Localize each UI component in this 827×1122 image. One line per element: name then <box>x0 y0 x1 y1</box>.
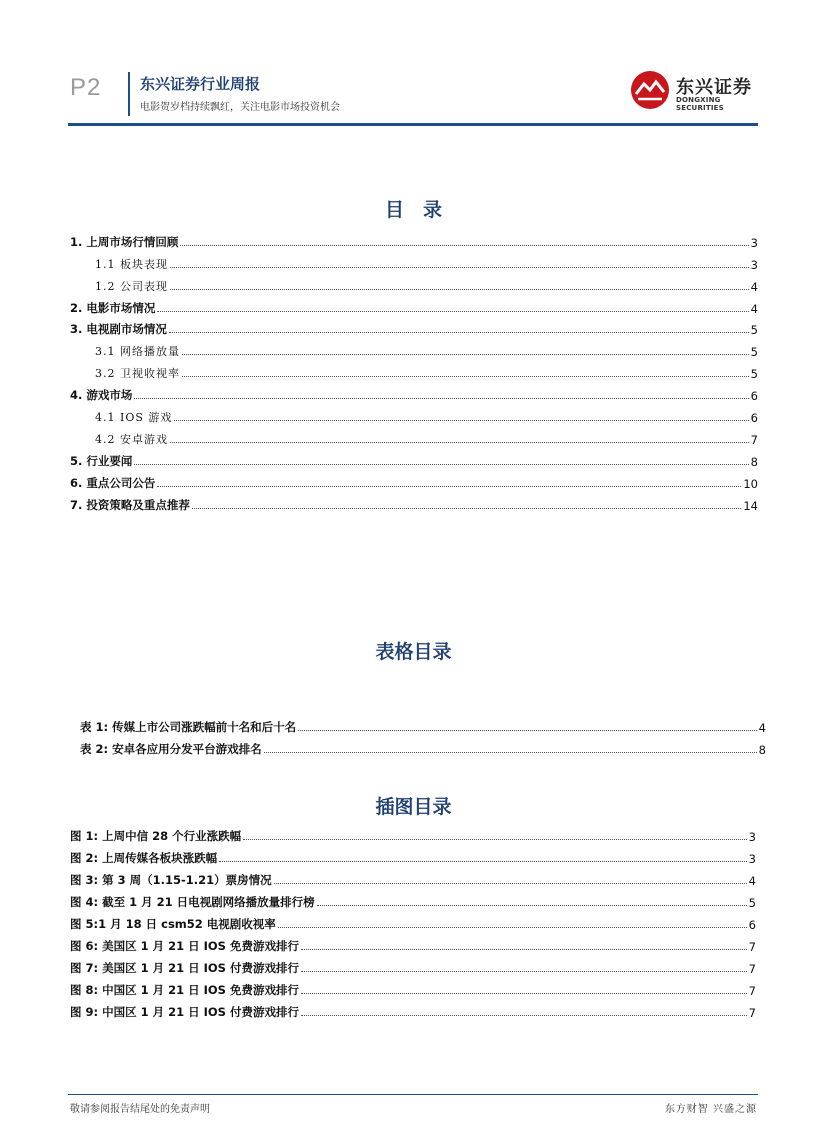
toc-entry[interactable] <box>70 337 758 359</box>
toc-entry-page: 3 <box>750 257 758 272</box>
leader-dots <box>274 882 747 884</box>
figure-entry[interactable] <box>70 910 756 932</box>
toc-entry-label: 7. 投资策略及重点推荐 <box>70 497 190 512</box>
figure-entry[interactable] <box>70 866 756 888</box>
toc-entry[interactable] <box>70 491 758 513</box>
toc-entry-label: 2. 电影市场情况 <box>70 300 156 315</box>
leader-dots <box>301 992 747 994</box>
figures-list-title: 插图目录 <box>375 796 452 818</box>
toc-entry[interactable] <box>70 228 758 250</box>
toc-entry-page: 5 <box>750 323 758 338</box>
figure-entry-label: 图 6: 美国区 1 月 21 日 IOS 免费游戏排行 <box>70 939 299 953</box>
figure-entry[interactable] <box>70 954 756 976</box>
toc-entry-page: 4 <box>750 279 758 294</box>
toc-entry[interactable] <box>70 359 758 381</box>
leader-dots <box>170 441 749 443</box>
toc-entry-page: 5 <box>750 367 758 382</box>
toc-entry-label: 1. 上周市场行情回顾 <box>70 234 179 249</box>
figure-entry[interactable] <box>70 932 756 954</box>
leader-dots <box>301 948 747 950</box>
figure-entry-label: 图 4: 截至 1 月 21 日电视剧网络播放量排行榜 <box>70 895 315 909</box>
figure-entry[interactable] <box>70 888 756 910</box>
figure-entry-page: 7 <box>748 1006 756 1020</box>
figures-list <box>70 822 756 1020</box>
toc-entry-label: 1.2 公司表现 <box>95 279 168 293</box>
figure-entry-label: 图 8: 中国区 1 月 21 日 IOS 免费游戏排行 <box>70 983 299 997</box>
toc-entry-page: 4 <box>750 301 758 316</box>
leader-dots <box>192 507 741 509</box>
leader-dots <box>157 310 748 312</box>
tables-list-title: 表格目录 <box>375 641 452 663</box>
toc-entry[interactable] <box>70 250 758 272</box>
leader-dots <box>298 729 757 731</box>
table-entry-page: 8 <box>758 743 766 757</box>
leader-dots <box>301 970 747 972</box>
leader-dots <box>134 397 748 399</box>
leader-dots <box>169 331 749 333</box>
leader-dots <box>170 288 749 290</box>
figure-entry-page: 7 <box>748 940 756 954</box>
figure-entry-label: 图 9: 中国区 1 月 21 日 IOS 付费游戏排行 <box>70 1005 299 1019</box>
toc-entry-page: 6 <box>750 411 758 426</box>
logo-text-cn: 东兴证券 <box>676 77 752 98</box>
logo-text-en: DONGXING SECURITIES <box>676 96 724 112</box>
header-rule <box>68 123 758 126</box>
figure-entry-label: 图 3: 第 3 周（1.15-1.21）票房情况 <box>70 873 272 887</box>
figure-entry-label: 图 5:1 月 18 日 csm52 电视剧收视率 <box>70 917 276 931</box>
toc-entry-page: 14 <box>743 498 758 513</box>
figure-entry[interactable] <box>70 976 756 998</box>
leader-dots <box>134 463 748 465</box>
figure-entry-label: 图 1: 上周中信 28 个行业涨跌幅 <box>70 829 242 843</box>
toc-entry-label: 4.1 IOS 游戏 <box>95 411 173 425</box>
table-of-contents <box>70 228 758 513</box>
figure-entry[interactable] <box>70 822 756 844</box>
footer-slogan: 东方财智 兴盛之源 <box>664 1104 757 1115</box>
toc-entry[interactable] <box>70 294 758 316</box>
toc-entry[interactable] <box>70 469 758 491</box>
toc-entry-page: 7 <box>750 432 758 447</box>
figure-entry[interactable] <box>70 844 756 866</box>
header-divider <box>128 72 130 116</box>
leader-dots <box>180 244 748 246</box>
toc-entry-label: 1.1 板块表现 <box>95 257 168 271</box>
toc-entry-page: 6 <box>750 389 758 404</box>
toc-entry-label: 3.1 网络播放量 <box>95 345 180 359</box>
figure-entry[interactable] <box>70 998 756 1020</box>
table-entry[interactable] <box>80 735 766 757</box>
leader-dots <box>174 419 748 421</box>
table-entry-label: 表 2: 安卓各应用分发平台游戏排名 <box>80 742 262 756</box>
figure-entry-page: 7 <box>748 984 756 998</box>
figure-entry-label: 图 2: 上周传媒各板块涨跌幅 <box>70 851 218 865</box>
toc-entry-label: 4.2 安卓游戏 <box>95 432 168 446</box>
toc-entry[interactable] <box>70 403 758 425</box>
toc-entry-label: 6. 重点公司公告 <box>70 475 156 490</box>
toc-entry-page: 5 <box>750 345 758 360</box>
figure-entry-page: 4 <box>748 874 756 888</box>
figure-entry-page: 7 <box>748 962 756 976</box>
logo-mark-icon <box>630 70 670 110</box>
toc-entry-page: 8 <box>750 454 758 469</box>
table-entry-label: 表 1: 传媒上市公司涨跌幅前十名和后十名 <box>80 720 297 734</box>
table-entry-page: 4 <box>758 721 766 735</box>
toc-title: 目 录 <box>384 199 442 221</box>
tables-list <box>80 713 766 757</box>
toc-entry-label: 3.2 卫视收视率 <box>95 367 180 381</box>
leader-dots <box>264 751 757 753</box>
leader-dots <box>157 485 741 487</box>
footer-rule <box>68 1094 758 1095</box>
leader-dots <box>182 353 749 355</box>
leader-dots <box>301 1014 747 1016</box>
footer-disclaimer: 敬请参阅报告结尾处的免责声明 <box>70 1104 210 1115</box>
page-number: P2 <box>70 74 102 101</box>
toc-entry[interactable] <box>70 425 758 447</box>
toc-entry[interactable] <box>70 272 758 294</box>
leader-dots <box>317 904 747 906</box>
page-header <box>0 0 827 130</box>
company-logo <box>630 70 760 112</box>
figure-entry-page: 3 <box>748 830 756 844</box>
leader-dots <box>182 375 749 377</box>
toc-entry[interactable] <box>70 381 758 403</box>
toc-entry-label: 5. 行业要闻 <box>70 453 133 468</box>
report-title: 东兴证券行业周报 <box>140 75 261 93</box>
toc-entry[interactable] <box>70 316 758 338</box>
table-entry[interactable] <box>80 713 766 735</box>
toc-entry-page: 3 <box>750 235 758 250</box>
toc-entry-label: 4. 游戏市场 <box>70 388 133 403</box>
figure-entry-page: 3 <box>748 852 756 866</box>
toc-entry-page: 10 <box>743 476 758 491</box>
report-subtitle: 电影贺岁档持续飘红，关注电影市场投资机会 <box>140 102 340 113</box>
leader-dots <box>278 926 747 928</box>
figure-entry-label: 图 7: 美国区 1 月 21 日 IOS 付费游戏排行 <box>70 961 299 975</box>
leader-dots <box>219 860 747 862</box>
figure-entry-page: 5 <box>748 896 756 910</box>
leader-dots <box>170 266 749 268</box>
figure-entry-page: 6 <box>748 918 756 932</box>
leader-dots <box>243 838 747 840</box>
toc-entry[interactable] <box>70 447 758 469</box>
toc-entry-label: 3. 电视剧市场情况 <box>70 322 167 337</box>
